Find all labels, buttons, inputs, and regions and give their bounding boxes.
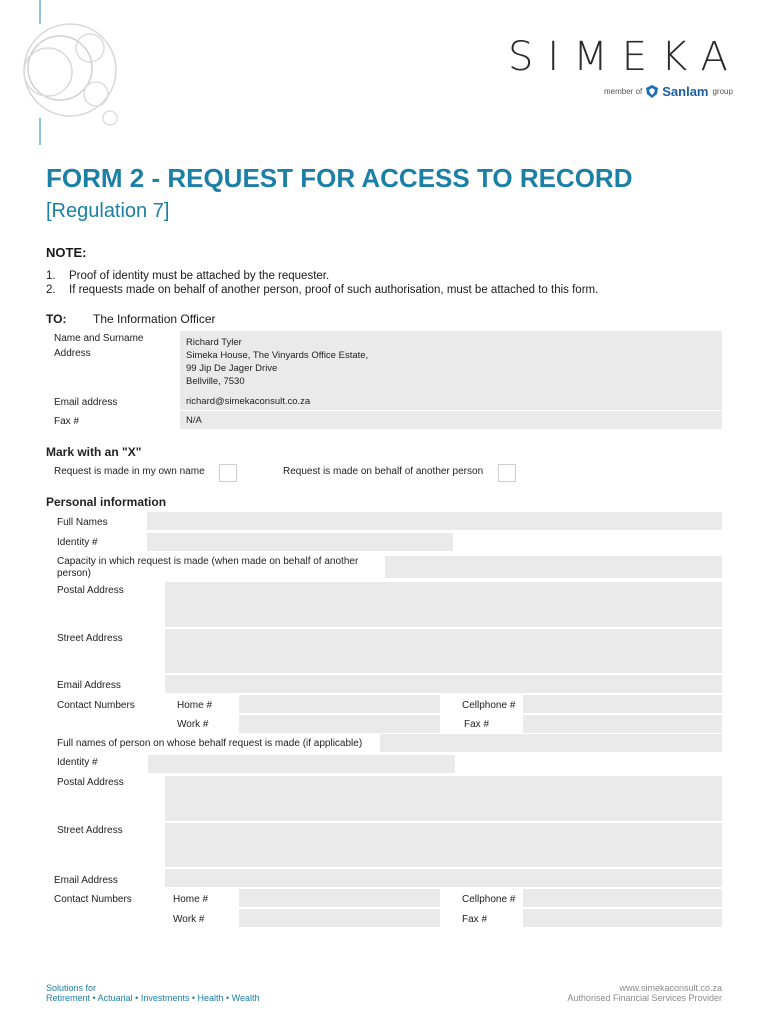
note-number: 1. [46,270,56,282]
own-name-checkbox[interactable] [219,464,237,482]
identity2-input[interactable] [148,755,455,773]
officer-email-label: Email address [54,397,118,408]
fax2-input[interactable] [523,909,722,927]
note-text: Proof of identity must be attached by the requester. [69,270,330,282]
cellphone-input[interactable] [523,695,722,713]
email-address2-label: Email Address [54,875,118,886]
footer-website: www.simekaconsult.co.za [619,983,722,993]
own-name-label: Request is made in my own name [54,466,205,477]
footer-fsp: Authorised Financial Services Provider [567,993,722,1003]
group-text: group [712,87,733,96]
street-address2-label: Street Address [57,825,123,836]
simeka-logo-text: SIMEKA [508,34,742,80]
officer-address-line: 99 Jip De Jager Drive [186,363,278,374]
behalf-names-input[interactable] [380,734,722,752]
to-label: TO: [46,312,67,326]
behalf-label: Request is made on behalf of another person [283,466,484,477]
fax-input[interactable] [523,715,722,733]
home-input[interactable] [239,695,440,713]
note-text: If requests made on behalf of another person, proof of such authorisation, must be attached to this form. [69,284,599,296]
work-input[interactable] [239,715,440,733]
footer-solutions: Solutions for [46,983,97,993]
officer-email-value: richard@simekaconsult.co.za [186,396,311,407]
member-of-text: member of [604,87,643,96]
to-value: The Information Officer [93,312,216,326]
email-address-input[interactable] [165,675,722,693]
work2-input[interactable] [239,909,440,927]
contact-numbers2-label: Contact Numbers [54,894,132,905]
home2-input[interactable] [239,889,440,907]
form-subtitle: [Regulation 7] [46,200,170,222]
cellphone-label: Cellphone # [462,700,516,711]
capacity-input[interactable] [385,556,722,578]
contact-numbers-label: Contact Numbers [57,700,135,711]
sanlam-text: Sanlam [662,84,709,99]
capacity-label: Capacity in which request is made (when made on behalf of another person) [57,556,359,579]
footer-services: Retirement • Actuarial • Investments • Health • Wealth [46,993,260,1003]
work2-label: Work # [173,914,205,925]
work-label: Work # [177,719,209,730]
fax2-label: Fax # [462,914,488,925]
officer-fax-label: Fax # [54,416,80,427]
note-item [46,284,598,296]
identity-label: Identity # [57,537,98,548]
officer-fax-field [180,411,722,429]
email-address-label: Email Address [57,680,121,691]
full-names-input[interactable] [147,512,722,530]
sanlam-shield-icon [646,85,658,98]
member-of-line [604,84,733,99]
identity2-label: Identity # [57,757,98,768]
officer-fax-value: N/A [186,415,202,426]
full-names-label: Full Names [57,517,108,528]
postal-address2-input[interactable] [165,776,722,821]
postal-address-label: Postal Address [57,585,124,596]
officer-address-line: Simeka House, The Vinyards Office Estate, [186,350,369,361]
home2-label: Home # [173,894,209,905]
personal-heading: Personal information [46,495,167,509]
fax-label: Fax # [464,719,490,730]
officer-email-field [180,392,722,410]
postal-address-input[interactable] [165,582,722,627]
identity-input[interactable] [147,533,453,551]
home-label: Home # [177,700,213,711]
street-address-label: Street Address [57,633,123,644]
street-address2-input[interactable] [165,823,722,867]
officer-address-line: Bellville, 7530 [186,376,245,387]
street-address-input[interactable] [165,629,722,673]
behalf-names-label: Full names of person on whose behalf request is made (if applicable) [57,738,363,749]
note-number: 2. [46,284,56,296]
mark-heading: Mark with an "X" [46,445,142,459]
note-heading: NOTE: [46,245,87,260]
officer-name-address-field [180,331,722,392]
cellphone2-label: Cellphone # [462,894,516,905]
cellphone2-input[interactable] [523,889,722,907]
officer-name-label: Name and Surname [54,333,144,344]
note-item [46,270,329,282]
postal-address2-label: Postal Address [57,777,124,788]
email-address2-input[interactable] [165,869,722,887]
officer-address-label: Address [54,348,91,359]
officer-name-value: Richard Tyler [186,337,242,348]
behalf-checkbox[interactable] [498,464,516,482]
decorative-circles-graphic [0,0,130,150]
form-title: FORM 2 - REQUEST FOR ACCESS TO RECORD [46,163,633,193]
